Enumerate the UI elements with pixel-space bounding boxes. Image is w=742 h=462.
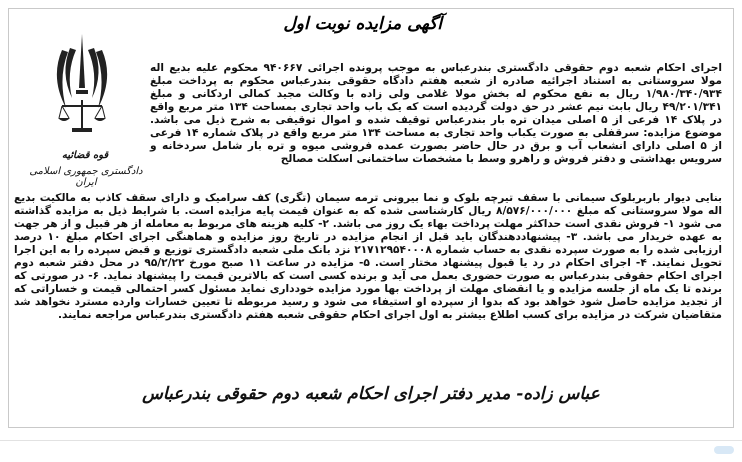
emblem-caption-courts: دادگستری جمهوری اسلامی ایران (29, 166, 143, 188)
footer-scroll-indicator (714, 446, 734, 454)
notice-body-top: اجرای احکام شعبه دوم حقوقی دادگستری بندرعباس به موجب پرونده اجرائی ۹۴۰۶۶۷ محکوم علیه بدیع اله مولا سروستانی به استناد اجرائیه صادره از شعبه هفتم دادگاه حقوقی بندرعباس محکوم به پرداخت مبلغ ۱/۹۸۰/۳۴۰/۹۳۴ ریال به نفع محکوم له بخش مولا غلامی ولی زاده با وکالت مجید کمالی اردکانی و مبلغ ۴۹/۲۰۱/۳۴۱ ریال بابت نیم عشر در حق دولت گردیده است که یک باب واحد تجاری بمساحت ۱۳۴ متر مربع واقع در پلاک ۱۴ فرعی از ۵ اصلی میدان تره بار بندرعباس توقیف شده و اموال توقیفی به شرح ذیل می باشد. موضوع مزایده: سرقفلی به صورت یکباب واحد تجاری به مساحت ۱۳۴ متر مربع واقع در پلاک شماره ۱۴ فرعی از ۵ اصلی دارای انشعاب آب و برق در حال حاضر بصورت عمده فروشی میوه و تره بار شامل سردخانه و سرویس بهداشتی و دفتر فروش و راهرو وسط با مشخصات ساختمانی اسکلت مصالح (150, 62, 723, 165)
emblem-caption-judiciary: قوه قضائیه (61, 150, 109, 161)
notice-body-bottom: بنایی دیوار باربربلوک سیمانی با سقف تیرچه بلوک و نما بیرونی ترمه سیمان (تگری) کف سرامیک و دارای سقف کاذب به مالکیت بدیع اله مولا سروستانی که مبلغ ۸/۵۷۶/۰۰۰/۰۰۰ ریال کارشناسی شده که به عنوان قیمت پایه مزایده است. با شرایط ذیل به مزایده گذاشته می شود ۱- فروش نقدی است حداکثر مهلت پرداخت بهاء یک روز می باشد. ۲- کلیه هزینه های مربوط به معامله از هر قبیل و از هر جهت به عهده خریدار می باشد. ۳- پیشنهاددهندگان باید قبل از انجام مزایده در تاریخ روز مزایده و هماهنگی اجرای احکام مبلغ ۱۰ درصد ارزیابی شده را به صورت سپرده نقدی به حساب شماره ۲۱۷۱۲۹۵۴۰۰۰۸ نزد بانک ملی شعبه دادگستری توزیع و قبض سپرده را به این اجرا تحویل نمایند. ۴- اجرای احکام در رد یا قبول پیشنهاد مختار است. ۵- مزایده در ساعت ۱۱ صبح مورخ ۹۵/۲/۲۲ در محل دفتر شعبه دوم اجرای احکام حقوقی بندرعباس به صورت حضوری بعمل می آید و برنده کسی است که بالاترین قیمت را پیشنهاد نماید. ۶- در صورتی که برنده تا یک ماه از جلسه مزایده و یا انقضای مهلت از پرداخت بها مورد مزایده خودداری نماید مسئول کسر احتمالی قیمت و خساراتی که از تجدید مزایده حاصل شود خواهد بود که بدوا از سپرده او استیفاء می شود و رسید مربوطه تا تعیین خسارات وارده مسترد نخواهد شد متقاضیان شرکت در مزایده برای کسب اطلاع بیشتر به اول اجرای احکام حقوقی شعبه هفتم دادگستری بندرعباس مراجعه نمایند. (14, 192, 723, 321)
iran-emblem-icon (52, 28, 112, 138)
notice-title: آگهی مزایده نوبت اول (283, 14, 442, 34)
notice-signature: عباس زاده- مدیر دفتر اجرای احکام شعبه دوم حقوقی بندرعباس (142, 384, 600, 404)
page-divider (0, 440, 742, 441)
